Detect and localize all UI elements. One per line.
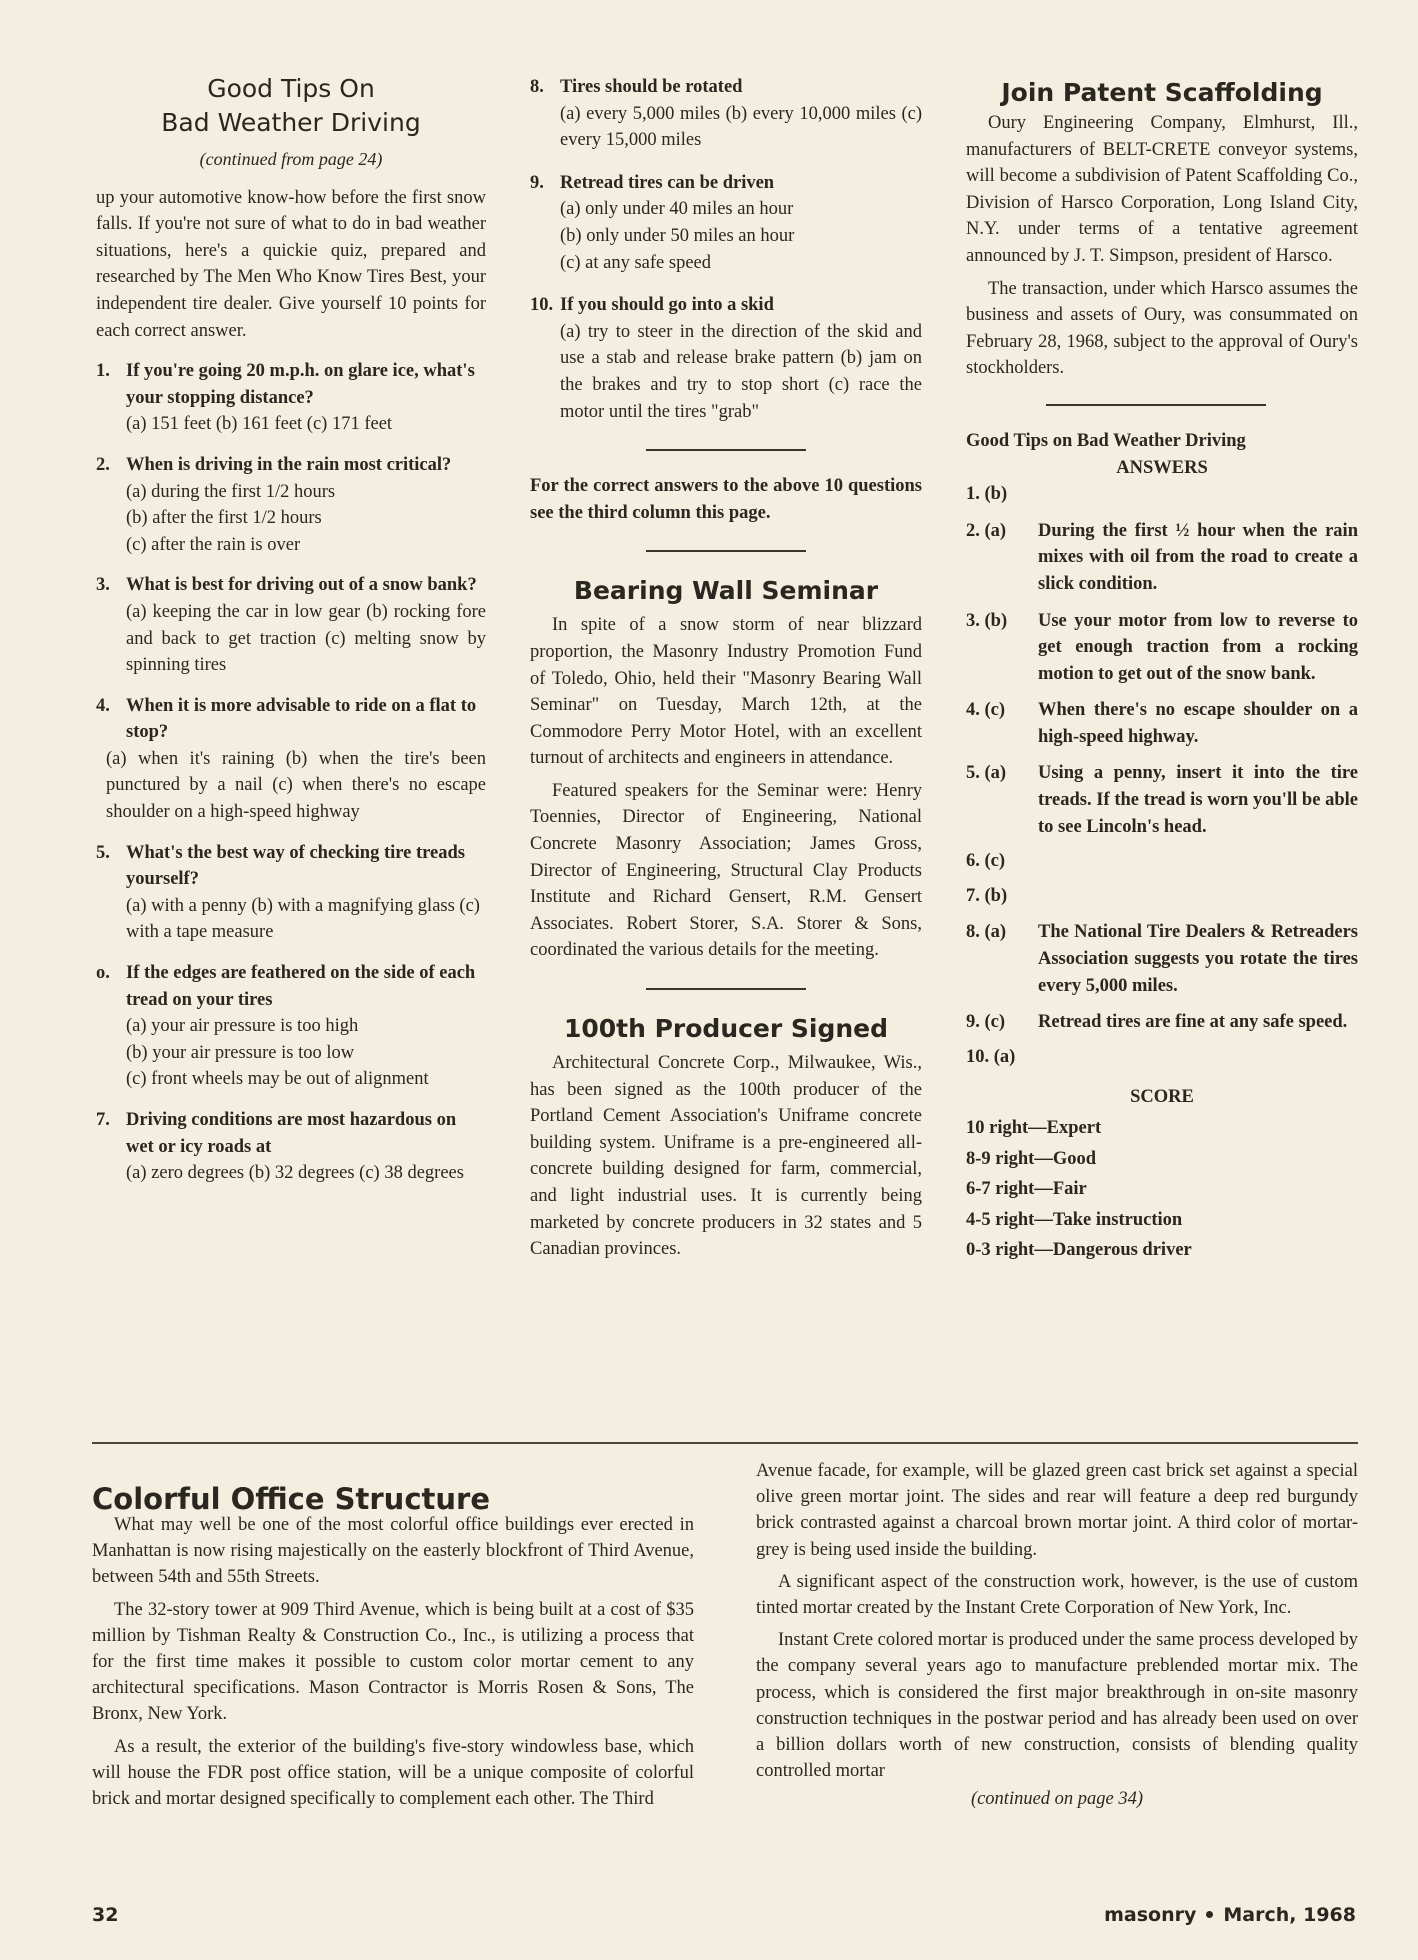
answer-item xyxy=(966,919,1358,999)
option-c: (c) after the rain is over xyxy=(126,534,301,555)
quiz-question-5 xyxy=(96,840,486,946)
answer-number: 10. (a) xyxy=(966,1046,1016,1067)
page-number: 32 xyxy=(92,1904,119,1926)
answer-text: The National Tire Dealers & Retreaders Association suggests you rotate the tires every 5,000 miles. xyxy=(1038,922,1358,996)
answer-item xyxy=(966,608,1358,688)
question-text: When is driving in the rain most critical? xyxy=(126,454,452,475)
scaffolding-paragraph-1: Oury Engineering Company, Elmhurst, Ill., manufacturers of BELT-CRETE conveyor systems, will become a subdivision of Patent Scaffolding Co., Division of Harsco Corporation, Long Island City, N.Y. under terms of a tentative agreement announced by J. T. Simpson, president of Harsco. xyxy=(966,113,1358,266)
answer-number: 3. (b) xyxy=(966,610,1008,631)
running-footer xyxy=(1104,1904,1356,1926)
answer-number: 9. (c) xyxy=(966,1012,1006,1033)
section-divider xyxy=(92,1442,1358,1444)
score-row: 8-9 right—Good xyxy=(966,1148,1097,1169)
office-paragraph-4: Avenue facade, for example, will be glazed green cast brick set against a special olive green mortar joint. The sides and rear will feature a deep red burgundy brick contrasted against a charcoal brown mortar joint. A third color of mortar-grey is being used inside the building. xyxy=(756,1461,1358,1560)
question-text: If the edges are feathered on the side of each tread on your tires xyxy=(126,963,476,1010)
question-text: Tires should be rotated xyxy=(560,77,743,97)
answer-number: 1. (b) xyxy=(966,484,1008,505)
answer-number: 4. (c) xyxy=(966,700,1006,721)
option-a: (a) only under 40 miles an hour xyxy=(560,199,794,220)
quiz-intro: up your automotive know-how before the first snow falls. If you're not sure of what to do in bad weather situations, here's a quickie quiz, prepared and researched by The Men Who Know Tires Best, your independent tire dealer. Give yourself 10 points for each correct answer. xyxy=(96,187,486,341)
quiz-question-10 xyxy=(530,292,922,425)
answers-note: For the correct answers to the above 10 questions see the third column this page. xyxy=(530,476,922,523)
answer-item xyxy=(966,697,1358,750)
office-paragraph-5: A significant aspect of the construction work, however, is the use of custom tinted mortar created by the Instant Crete Corporation of New York, Inc. xyxy=(756,1571,1358,1619)
continued-from: (continued from page 24) xyxy=(199,149,383,169)
question-number: 4. xyxy=(96,695,110,716)
divider xyxy=(646,988,806,990)
quiz-question-2 xyxy=(96,452,486,558)
scaffolding-title: Join Patent Scaffolding xyxy=(1001,78,1323,107)
question-options: (a) every 5,000 miles (b) every 10,000 miles (c) every 15,000 miles xyxy=(560,103,922,151)
office-paragraph-6: Instant Crete colored mortar is produced under the same process developed by the company several years ago to manufacture preblended mortar mix. The process, which is considered the first major breakthrough in on-site masonry construction techniques in the postwar period and has already been used on over a billion dollars worth of new construction, consists of blending quality controlled mortar xyxy=(756,1630,1358,1782)
office-paragraph-2: The 32-story tower at 909 Third Avenue, which is being built at a cost of $35 million by Tishman Realty & Construction Co., Inc., is utilizing a process that for the first time makes it possible to custom color mortar cement to any architectural specifications. Mason Contractor is Morris Rosen & Sons, The Bronx, New York. xyxy=(92,1599,694,1725)
answer-item xyxy=(966,848,1358,875)
answer-text: Use your motor from low to reverse to get enough traction from a rocking motion to get out of the snow bank. xyxy=(1038,610,1358,684)
magazine-name: masonry xyxy=(1104,1904,1197,1926)
question-number: 1. xyxy=(96,361,110,382)
quiz-question-7 xyxy=(96,1107,486,1187)
option-b: (b) only under 50 miles an hour xyxy=(560,225,795,246)
office-paragraph-1: What may well be one of the most colorful office buildings ever erected in Manhattan is now rising majestically on the easterly blockfront of Third Avenue, between 54th and 55th Streets. xyxy=(92,1515,694,1588)
question-number: 3. xyxy=(96,575,110,596)
answers-subtitle: ANSWERS xyxy=(1116,457,1208,478)
score-title: SCORE xyxy=(1130,1087,1194,1108)
option-b: (b) your air pressure is too low xyxy=(126,1042,355,1063)
article-title-line1: Good Tips On xyxy=(207,74,375,103)
quiz-question-4 xyxy=(96,693,486,826)
answer-text: During the first ½ hour when the rain mixes with oil from the road to create a slick condition. xyxy=(1038,520,1358,594)
question-options: (a) try to steer in the direction of the skid and use a stab and release brake pattern (b) jam on the brakes and try to stop short (c) race the motor until the tires "grab" xyxy=(560,321,922,422)
divider xyxy=(1046,404,1266,406)
column-2 xyxy=(530,74,922,1263)
quiz-question-6 xyxy=(96,960,486,1093)
office-column-2 xyxy=(756,1458,1358,1813)
quiz-question-9 xyxy=(530,170,922,276)
answer-number: 7. (b) xyxy=(966,885,1008,906)
quiz-question-3 xyxy=(96,572,486,678)
score-row: 10 right—Expert xyxy=(966,1118,1102,1138)
option-a: (a) during the first 1/2 hours xyxy=(126,481,336,502)
option-c: (c) at any safe speed xyxy=(560,252,711,273)
question-number: 10. xyxy=(530,295,554,316)
answer-number: 2. (a) xyxy=(966,520,1007,541)
question-number: 2. xyxy=(96,454,110,475)
answer-item xyxy=(966,883,1358,910)
option-a: (a) your air pressure is too high xyxy=(126,1016,359,1037)
producer-paragraph: Architectural Concrete Corp., Milwaukee, Wis., has been signed as the 100th producer of the Portland Cement Association's Uniframe concrete building system. Uniframe is a pre-engineered all-concrete building designed for farm, commercial, and light industrial uses. It is currently being marketed by concrete producers in 32 states and 5 Canadian provinces. xyxy=(530,1053,922,1260)
answer-number: 6. (c) xyxy=(966,851,1006,872)
producer-title: 100th Producer Signed xyxy=(563,1014,889,1044)
question-number: 8. xyxy=(530,77,544,97)
quiz-question-1 xyxy=(96,358,486,438)
answer-text: Using a penny, insert it into the tire treads. If the tread is worn you'll be able to see Lincoln's head. xyxy=(1038,763,1358,837)
seminar-paragraph-2: Featured speakers for the Seminar were: Henry Toennies, Director of Engineering, National Concrete Masonry Association; James Gross, Director of Engineering, Structural Clay Products Institute and Richard Gensert, R.M. Gensert Associates. Robert Storer, S.A. Storer & Sons, coordinated the various details for the meeting. xyxy=(530,780,922,961)
article-title-line2: Bad Weather Driving xyxy=(161,108,421,137)
question-options: (a) with a penny (b) with a magnifying glass (c) with a tape measure xyxy=(126,895,480,943)
option-c: (c) front wheels may be out of alignment xyxy=(126,1069,429,1090)
answer-item xyxy=(966,1009,1358,1036)
question-text: What's the best way of checking tire treads yourself? xyxy=(126,842,465,890)
question-text: What is best for driving out of a snow bank? xyxy=(126,575,477,596)
quiz-question-8 xyxy=(530,74,922,154)
answer-item xyxy=(966,481,1358,508)
question-number: 9. xyxy=(530,172,544,193)
question-options: (a) 151 feet (b) 161 feet (c) 171 feet xyxy=(126,414,393,435)
seminar-title: Bearing Wall Seminar xyxy=(573,576,879,606)
answers-title: Good Tips on Bad Weather Driving xyxy=(966,430,1246,451)
score-row: 0-3 right—Dangerous driver xyxy=(966,1240,1192,1261)
column-1 xyxy=(96,72,486,1187)
question-text: If you're going 20 m.p.h. on glare ice, what's your stopping distance? xyxy=(126,361,475,408)
issue-date: March, 1968 xyxy=(1223,1904,1356,1926)
question-number: 7. xyxy=(96,1110,110,1130)
office-paragraph-3: As a result, the exterior of the building's five-story windowless base, which will house the FDR post office station, will be a unique composite of colorful brick and mortar designed specifically to complement each other. The Third xyxy=(92,1736,694,1810)
score-row: 4-5 right—Take instruction xyxy=(966,1209,1183,1230)
answer-item xyxy=(966,760,1358,840)
answer-item xyxy=(966,1044,1358,1071)
answer-number: 8. (a) xyxy=(966,922,1007,943)
continued-on: (continued on page 34) xyxy=(970,1789,1144,1810)
question-text: When it is more advisable to ride on a flat to stop? xyxy=(126,695,477,743)
question-text: If you should go into a skid xyxy=(560,295,774,316)
divider xyxy=(646,550,806,552)
bullet-icon xyxy=(1206,1911,1213,1918)
question-number: o. xyxy=(96,963,110,984)
answer-number: 5. (a) xyxy=(966,763,1007,784)
answer-text: When there's no escape shoulder on a high-speed highway. xyxy=(1038,700,1358,747)
divider xyxy=(646,449,806,451)
option-b: (b) after the first 1/2 hours xyxy=(126,508,322,529)
question-options: (a) when it's raining (b) when the tire's been punctured by a nail (c) when there's no escape shoulder on a high-speed highway xyxy=(106,748,486,823)
seminar-paragraph-1: In spite of a snow storm of near blizzard proportion, the Masonry Industry Promotion Fund of Toledo, Ohio, held their "Masonry Bearing Wall Seminar" on Tuesday, March 12th, at the Commodore Perry Motor Hotel, with an excellent turnout of architects and engineers in attendance. xyxy=(530,615,922,769)
question-number: 5. xyxy=(96,842,110,863)
column-3 xyxy=(966,76,1358,1264)
question-text: Retread tires can be driven xyxy=(560,172,775,193)
scaffolding-paragraph-2: The transaction, under which Harsco assumes the business and assets of Oury, was consummated on February 28, 1968, subject to the approval of Oury's stockholders. xyxy=(966,278,1358,379)
question-text: Driving conditions are most hazardous on wet or icy roads at xyxy=(126,1110,457,1157)
score-row: 6-7 right—Fair xyxy=(966,1179,1087,1200)
office-column-1 xyxy=(92,1512,694,1818)
question-options: (a) keeping the car in low gear (b) rocking fore and back to get traction (c) melting snow by spinning tires xyxy=(126,601,486,676)
answer-text: Retread tires are fine at any safe speed. xyxy=(1038,1012,1348,1033)
office-article-title: Colorful Office Structure xyxy=(92,1482,490,1517)
answer-item xyxy=(966,518,1358,598)
question-options: (a) zero degrees (b) 32 degrees (c) 38 degrees xyxy=(126,1163,464,1184)
